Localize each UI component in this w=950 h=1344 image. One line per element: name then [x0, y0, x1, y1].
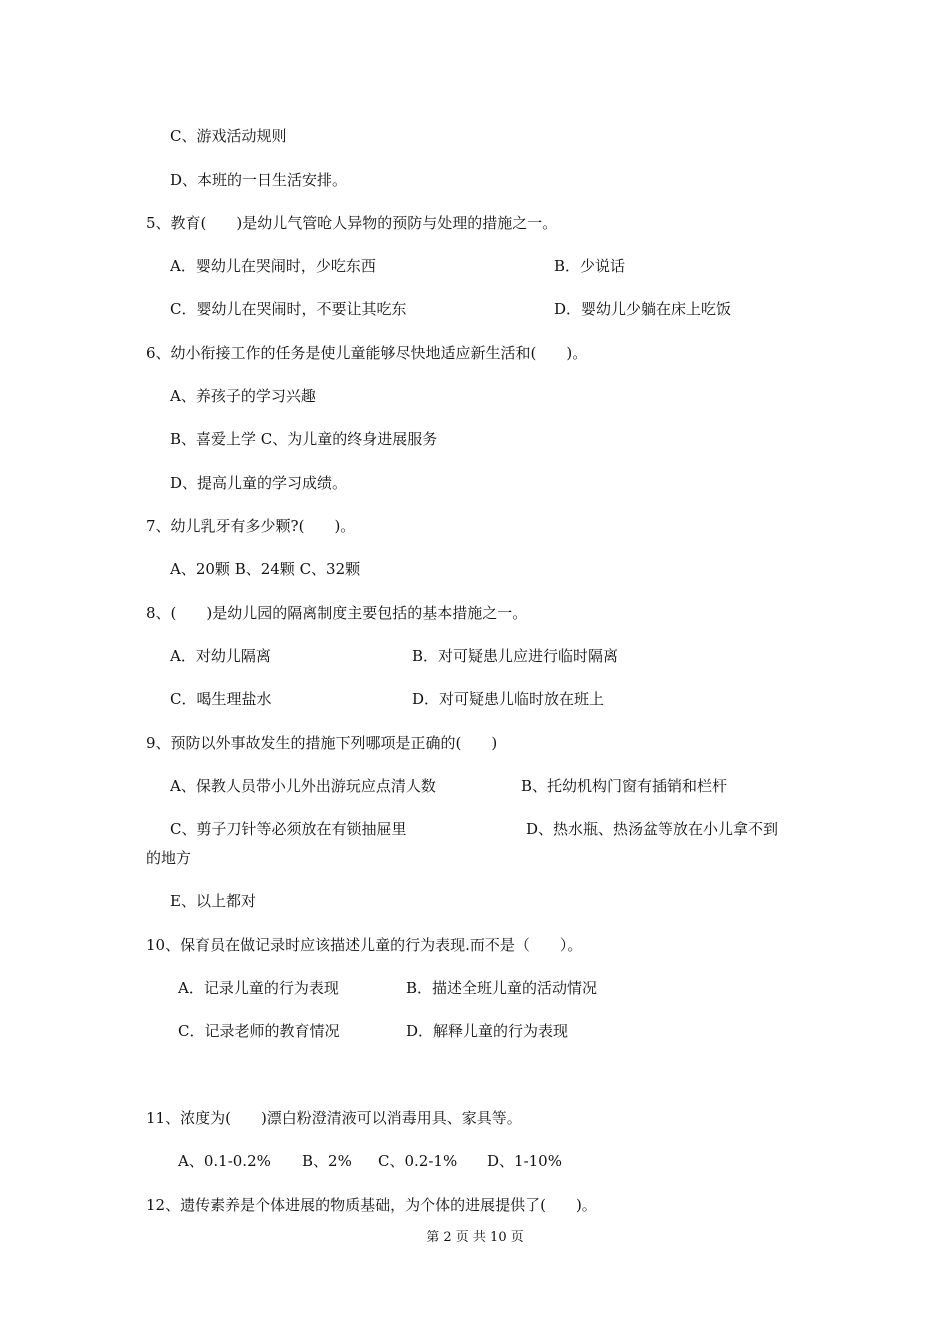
question-9-option-b: B、托幼机构门窗有插销和栏杆: [521, 777, 728, 795]
question-9-option-d-continued: 的地方: [146, 849, 192, 867]
question-7: 7、幼儿乳牙有多少颗?( )。: [146, 517, 356, 535]
question-6: 6、幼小衔接工作的任务是使儿童能够尽快地适应新生活和( )。: [146, 344, 588, 362]
question-9-option-a: A、保教人员带小儿外出游玩应点清人数: [170, 777, 436, 795]
question-9-option-d: D、热水瓶、热汤盆等放在小儿拿不到: [526, 820, 779, 838]
question-5-option-b: B．少说话: [554, 257, 626, 275]
question-8: 8、( )是幼儿园的隔离制度主要包括的基本措施之一。: [146, 604, 528, 622]
question-8-option-b: B．对可疑患儿应进行临时隔离: [412, 647, 619, 665]
question-12: 12、遗传素养是个体进展的物质基础，为个体的进展提供了( )。: [146, 1196, 597, 1214]
option-c-game-rules: C、游戏活动规则: [170, 127, 287, 145]
question-11: 11、浓度为( )漂白粉澄清液可以消毒用具、家具等。: [146, 1109, 522, 1127]
question-7-options: A、20颗 B、24颗 C、32颗: [170, 560, 361, 578]
question-8-option-d: D．对可疑患儿临时放在班上: [412, 690, 605, 708]
question-10-option-b: B．描述全班儿童的活动情况: [406, 979, 598, 997]
question-5-option-a: A．婴幼儿在哭闹时，少吃东西: [170, 257, 376, 275]
question-6-option-d: D、提高儿童的学习成绩。: [170, 474, 348, 492]
question-9-option-e: E、以上都对: [170, 892, 256, 910]
question-11-option-a: A、0.1-0.2%: [178, 1152, 271, 1170]
question-8-option-a: A．对幼儿隔离: [170, 647, 271, 665]
question-10-option-d: D．解释儿童的行为表现: [406, 1022, 569, 1040]
question-10-option-a: A．记录儿童的行为表现: [178, 979, 339, 997]
question-10: 10、保育员在做记录时应该描述儿童的行为表现.而不是（ ）。: [146, 936, 583, 954]
question-8-option-c: C．喝生理盐水: [170, 690, 272, 708]
question-9: 9、预防以外事故发生的措施下列哪项是正确的( ): [146, 734, 498, 752]
question-6-option-bc: B、喜爱上学 C、为儿童的终身进展服务: [170, 430, 438, 448]
page-number-footer: 第 2 页 共 10 页: [426, 1230, 524, 1245]
question-5-option-c: C．婴幼儿在哭闹时，不要让其吃东: [170, 300, 407, 318]
question-10-option-c: C．记录老师的教育情况: [178, 1022, 340, 1040]
question-9-option-c: C、剪子刀针等必须放在有锁抽屉里: [170, 820, 407, 838]
question-6-option-a: A、养孩子的学习兴趣: [170, 387, 316, 405]
question-11-option-b: B、2%: [302, 1152, 352, 1170]
question-5-option-d: D．婴幼儿少躺在床上吃饭: [554, 300, 732, 318]
question-11-option-c: C、0.2-1%: [378, 1152, 458, 1170]
question-11-option-d: D、1-10%: [487, 1152, 562, 1170]
option-d-daily-schedule: D、本班的一日生活安排。: [170, 171, 348, 189]
question-5: 5、教育( )是幼儿气管呛人异物的预防与处理的措施之一。: [146, 214, 558, 232]
